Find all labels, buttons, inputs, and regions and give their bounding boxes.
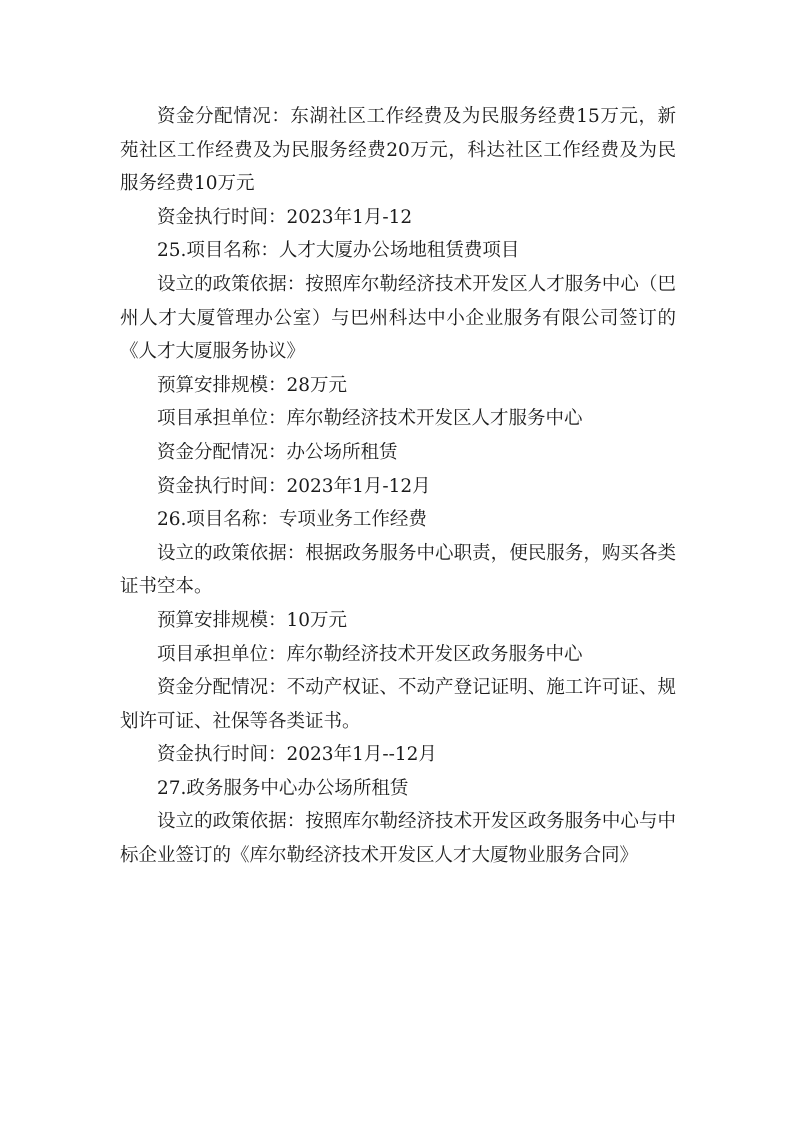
paragraph-fund-allocation-communities: 资金分配情况：东湖社区工作经费及为民服务经费15万元，新苑社区工作经费及为民服务经费20万元，科达社区工作经费及为民服务经费10万元 <box>120 106 676 195</box>
paragraph-execution-time-24: 资金执行时间：2023年1月-12 <box>157 206 413 228</box>
document-body <box>120 100 676 873</box>
paragraph-project-25-name: 25.项目名称：人才大厦办公场地租赁费项目 <box>157 240 520 262</box>
paragraph-project-26-execution: 资金执行时间：2023年1月--12月 <box>157 744 437 766</box>
paragraph-project-25-policy: 设立的政策依据：按照库尔勒经济技术开发区人才服务中心（巴州人才大厦管理办公室）与巴州科达中小企业服务有限公司签订的《人才大厦服务协议》 <box>120 273 676 363</box>
paragraph-project-27-policy: 设立的政策依据：按照库尔勒经济技术开发区政务服务中心与中标企业签订的《库尔勒经济技术开发区人才大厦物业服务合同》 <box>120 811 676 867</box>
paragraph-project-25-execution: 资金执行时间：2023年1月-12月 <box>157 475 431 497</box>
paragraph-project-26-policy: 设立的政策依据：根据政务服务中心职责，便民服务，购买各类证书空本。 <box>120 542 676 598</box>
paragraph-project-26-allocation: 资金分配情况：不动产权证、不动产登记证明、施工许可证、规划许可证、社保等各类证书。 <box>120 677 676 732</box>
paragraph-project-26-name: 26.项目名称：专项业务工作经费 <box>157 509 427 531</box>
paragraph-project-25-allocation: 资金分配情况：办公场所租赁 <box>157 441 398 463</box>
paragraph-project-26-budget: 预算安排规模：10万元 <box>157 609 348 631</box>
paragraph-project-27-name: 27.政务服务中心办公场所租赁 <box>157 777 409 799</box>
paragraph-project-26-unit: 项目承担单位：库尔勒经济技术开发区政务服务中心 <box>157 643 583 665</box>
paragraph-project-25-budget: 预算安排规模：28万元 <box>157 374 348 396</box>
paragraph-project-25-unit: 项目承担单位：库尔勒经济技术开发区人才服务中心 <box>157 408 583 430</box>
